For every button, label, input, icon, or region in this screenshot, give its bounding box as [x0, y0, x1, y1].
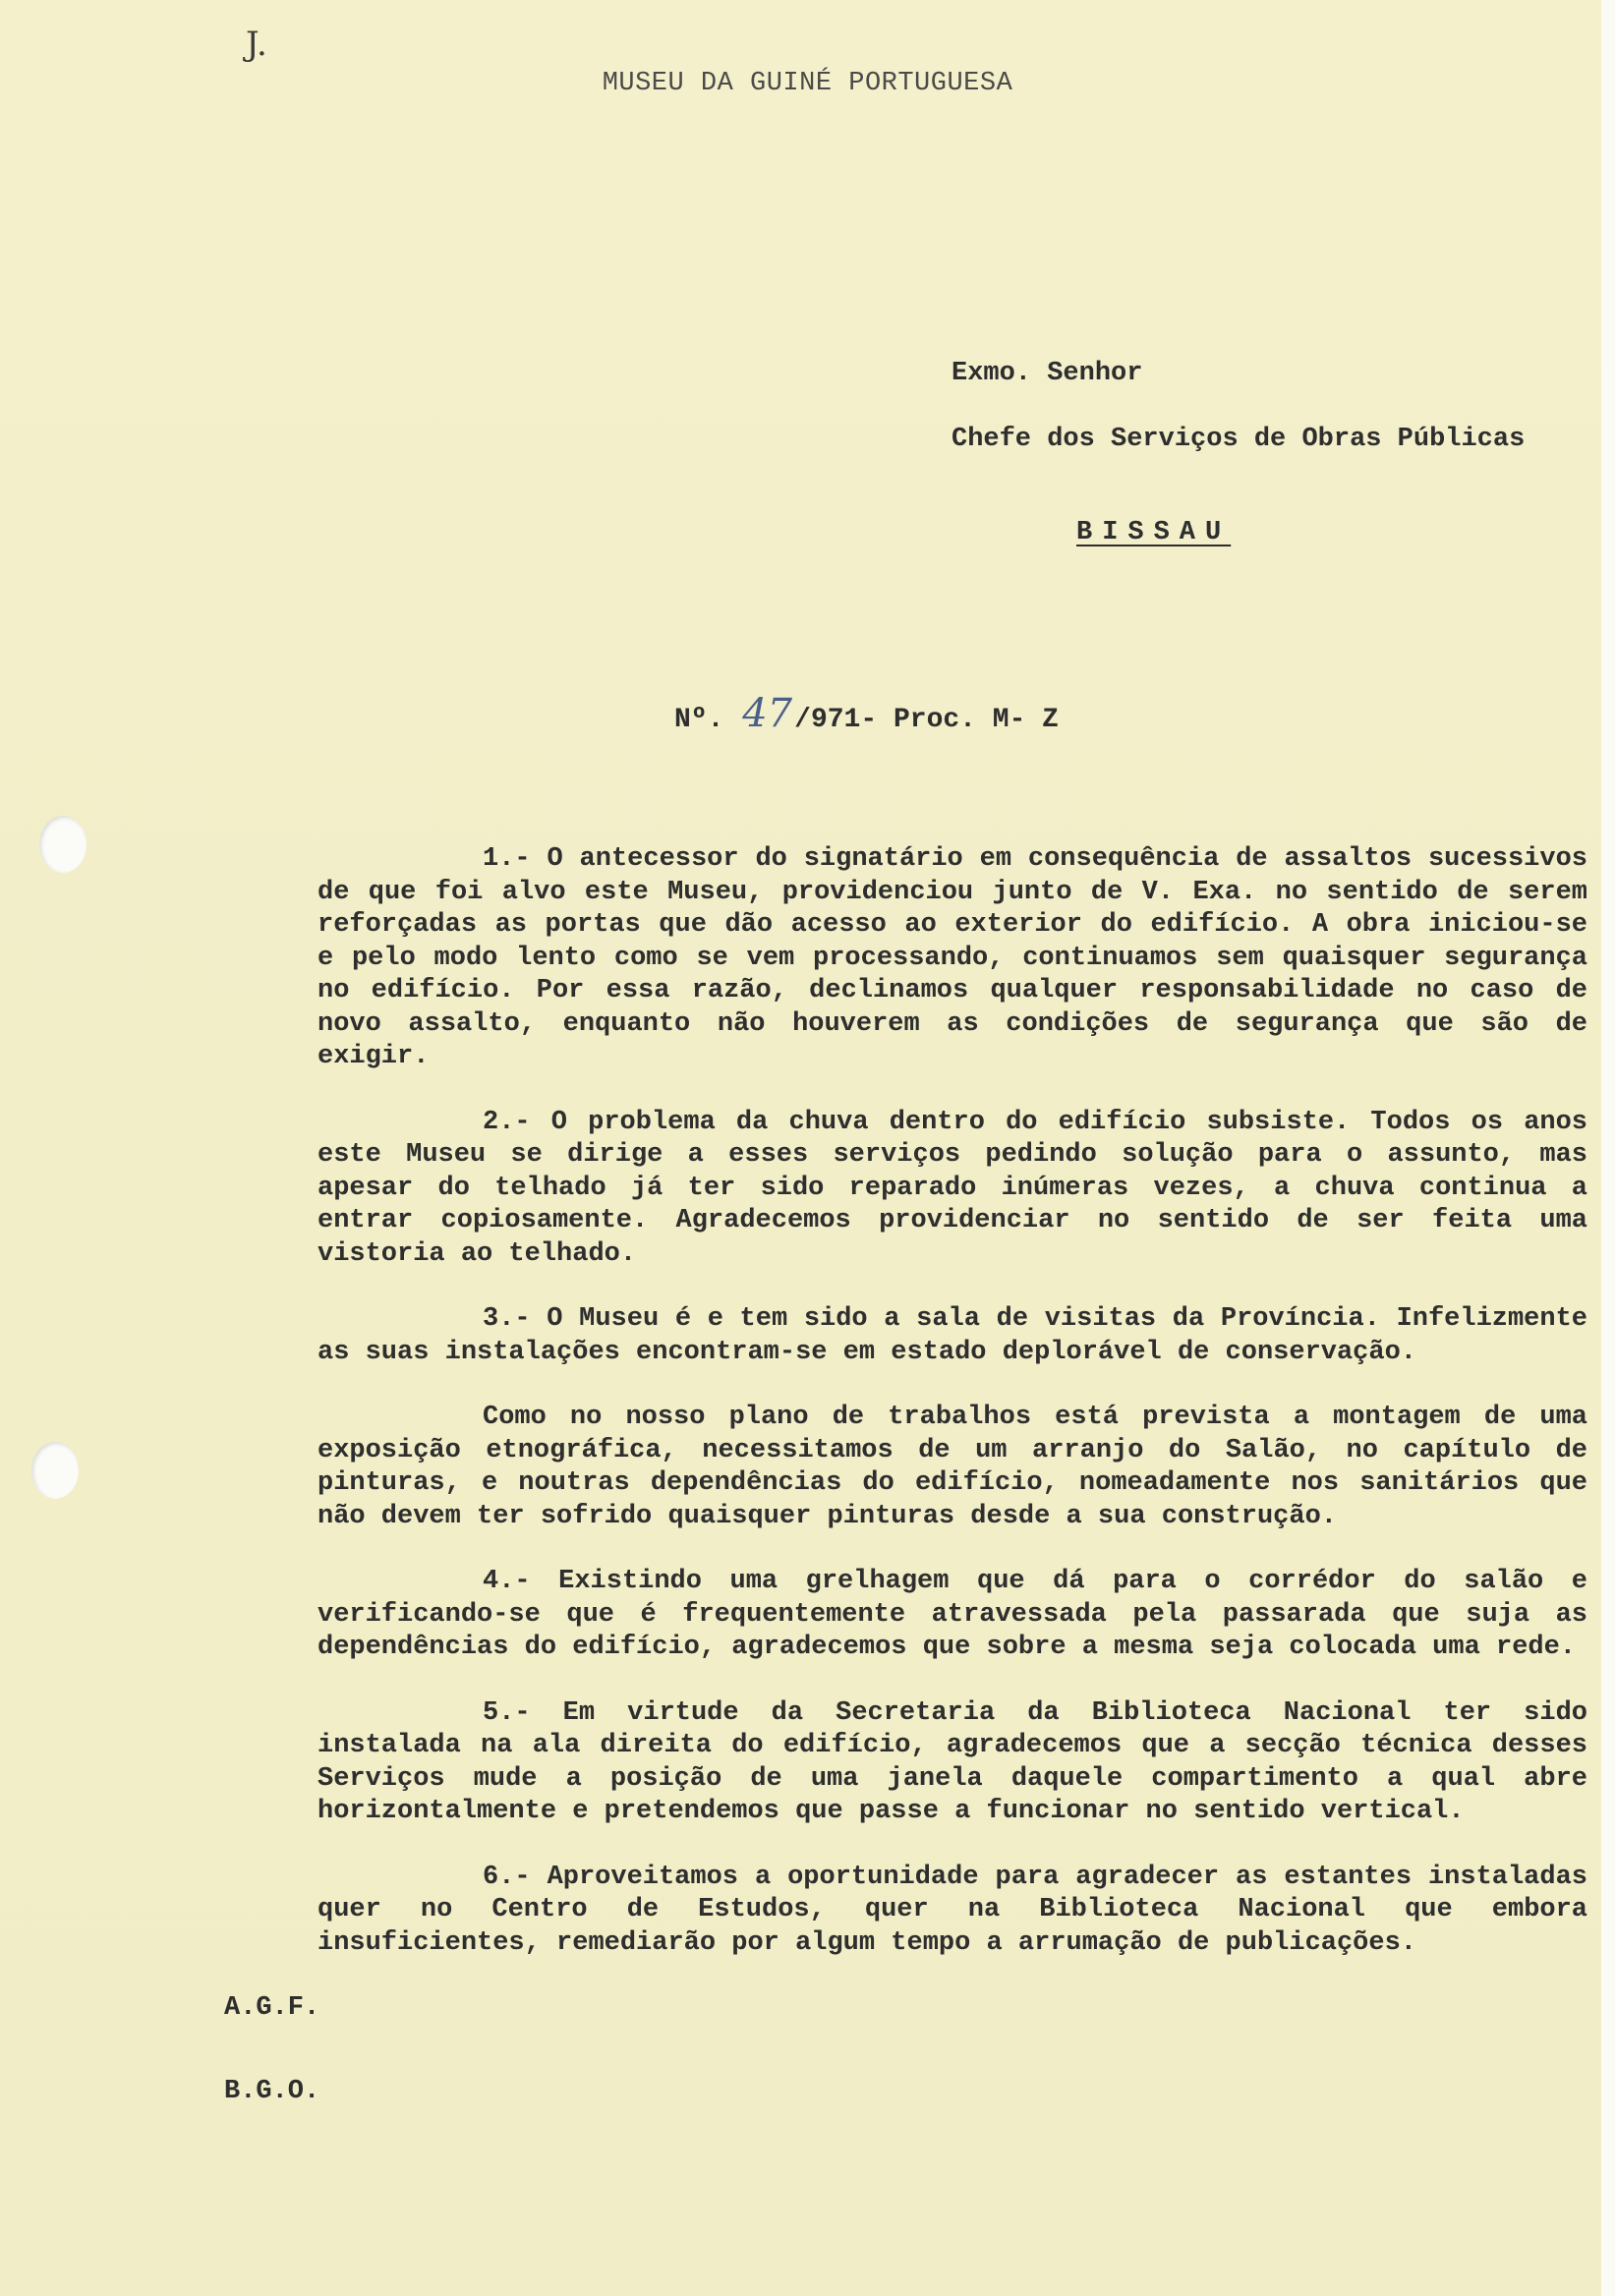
paragraph-2: 2.- O problema da chuva dentro do edifício subsiste. Todos os anos este Museu se dirige a esses serviços pedindo solução para o assunto, mas apesar do telhado já ter sido reparado inúmeras vezes, a chuva continua a entrar copiosamente. Agradecemos providenciar no sentido de ser feita uma vistoria ao telhado. — [317, 1107, 1587, 1269]
handwritten-mark: J. — [246, 25, 267, 64]
reference-line — [674, 691, 1059, 736]
initials-1: A.G.F. — [224, 1993, 320, 2023]
paragraph-4: 4.- Existindo uma grelhagem que dá para o corrédor do salão e verificando-se que é frequentemente atravessada pela passarada que suja as dependências do edifício, agradecemos que sobre a mesma seja colocada uma rede. — [317, 1567, 1587, 1662]
reference-prefix: Nº. — [674, 705, 724, 735]
reference-suffix: /971- Proc. M- Z — [794, 705, 1059, 735]
punch-hole-bottom — [31, 1442, 79, 1499]
paragraph-6: 6.- Aproveitamos a oportunidade para agradecer as estantes instaladas quer no Centro de Estudos, quer na Biblioteca Nacional que embora insuficientes, remediarão por algum tempo a arrumação de publicações. — [317, 1862, 1587, 1958]
paragraph-5: 5.- Em virtude da Secretaria da Biblioteca Nacional ter sido instalada na ala direita do edifício, agradecemos que a secção técnica desses Serviços mude a posição de uma janela daquele compartimento a qual abre horizontalmente e pretendemos que passe a funcionar no sentido vertical. — [317, 1697, 1587, 1826]
scan-edge — [1601, 0, 1615, 2296]
paragraph-3-continuation: Como no nosso plano de trabalhos está prevista a montagem de uma exposição etnográfica, necessitamos de um arranjo do Salão, no capítulo de pinturas, e noutras dependências do edifício, nomeadamente nos sanitários que não devem ter sofrido quaisquer pinturas desde a sua construção. — [317, 1403, 1587, 1531]
addressee-salutation: Exmo. Senhor — [952, 359, 1143, 388]
museum-title: MUSEU DA GUINÉ PORTUGUESA — [602, 69, 1013, 98]
paragraph-1: 1.- O antecessor do signatário em consequência de assaltos sucessivos de que foi alvo este Museu, providenciou junto de V. Exa. no sentido de serem reforçadas as portas que dão acesso ao exterior do edifício. A obra iniciou-se e pelo modo lento como se vem processando, continuamos sem quaisquer segurança no edifício. Por essa razão, declinamos qualquer responsabilidade no caso de novo assalto, enquanto não houverem as condições de segurança que são de exigir. — [317, 844, 1587, 1071]
punch-hole-top — [39, 816, 87, 873]
paragraph-3: 3.- O Museu é e tem sido a sala de visitas da Província. Infelizmente as suas instalações encontram-se em estado deplorável de conservação. — [317, 1304, 1587, 1367]
addressee-position: Chefe dos Serviços de Obras Públicas — [952, 425, 1526, 454]
addressee-city: BISSAU — [1076, 518, 1232, 547]
reference-number-handwritten: 47 — [742, 691, 793, 736]
letter-body — [317, 843, 1587, 1992]
initials-2: B.G.O. — [224, 2077, 320, 2106]
